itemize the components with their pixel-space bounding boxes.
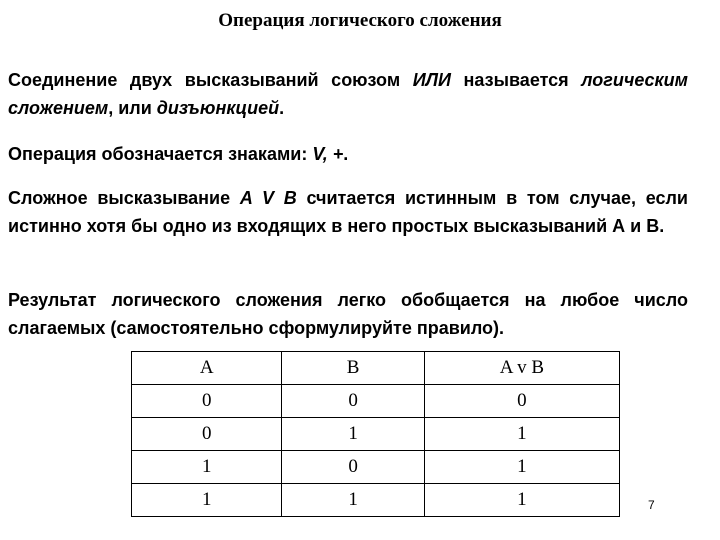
table-row <box>132 385 620 418</box>
table-cell: 1 <box>424 418 619 451</box>
paragraph-definition <box>8 66 688 122</box>
paragraph-notation <box>8 140 688 168</box>
keyword-or: ИЛИ <box>412 70 451 90</box>
table-cell: 1 <box>424 451 619 484</box>
definition-text-before: Соединение двух высказываний союзом <box>8 70 413 90</box>
table-row <box>132 418 620 451</box>
header-a-or-b: A v B <box>424 352 619 385</box>
header-a: A <box>132 352 282 385</box>
header-b: B <box>282 352 424 385</box>
table-cell: 1 <box>282 418 424 451</box>
table-cell: 0 <box>282 385 424 418</box>
table-cell: 0 <box>424 385 619 418</box>
truth-table-header-row <box>132 352 620 385</box>
condition-text-after: считается истинным в том случае, если истинно хотя бы одно из входящих в него простых высказываний А и В. <box>8 188 688 236</box>
definition-text-sep: , или <box>108 98 157 118</box>
page-number: 7 <box>648 498 655 512</box>
definition-text-middle: называется <box>450 70 582 90</box>
truth-table <box>131 351 620 517</box>
definition-text-end: . <box>279 98 285 118</box>
notation-symbols: V, + <box>312 144 344 164</box>
table-cell: 1 <box>424 484 619 517</box>
condition-text-before: Сложное высказывание <box>8 188 240 208</box>
term-logical-addition: логическим сложением <box>8 70 688 118</box>
term-disjunction: дизъюнкцией <box>156 98 280 118</box>
table-cell: 1 <box>132 484 282 517</box>
slide-title: Операция логического сложения <box>218 10 502 31</box>
table-row <box>132 451 620 484</box>
paragraph-truth-condition <box>8 184 688 240</box>
paragraph-generalization: Результат логического сложения легко обобщается на любое число слагаемых (самостоятельно сформулируйте правило). <box>8 290 688 338</box>
table-cell: 0 <box>132 418 282 451</box>
notation-text: Операция обозначается знаками: <box>8 144 313 164</box>
expression-a-or-b: A V B <box>239 188 297 208</box>
table-cell: 0 <box>132 385 282 418</box>
table-cell: 1 <box>282 484 424 517</box>
notation-text-end: . <box>343 144 349 164</box>
table-row <box>132 484 620 517</box>
table-cell: 0 <box>282 451 424 484</box>
table-cell: 1 <box>132 451 282 484</box>
